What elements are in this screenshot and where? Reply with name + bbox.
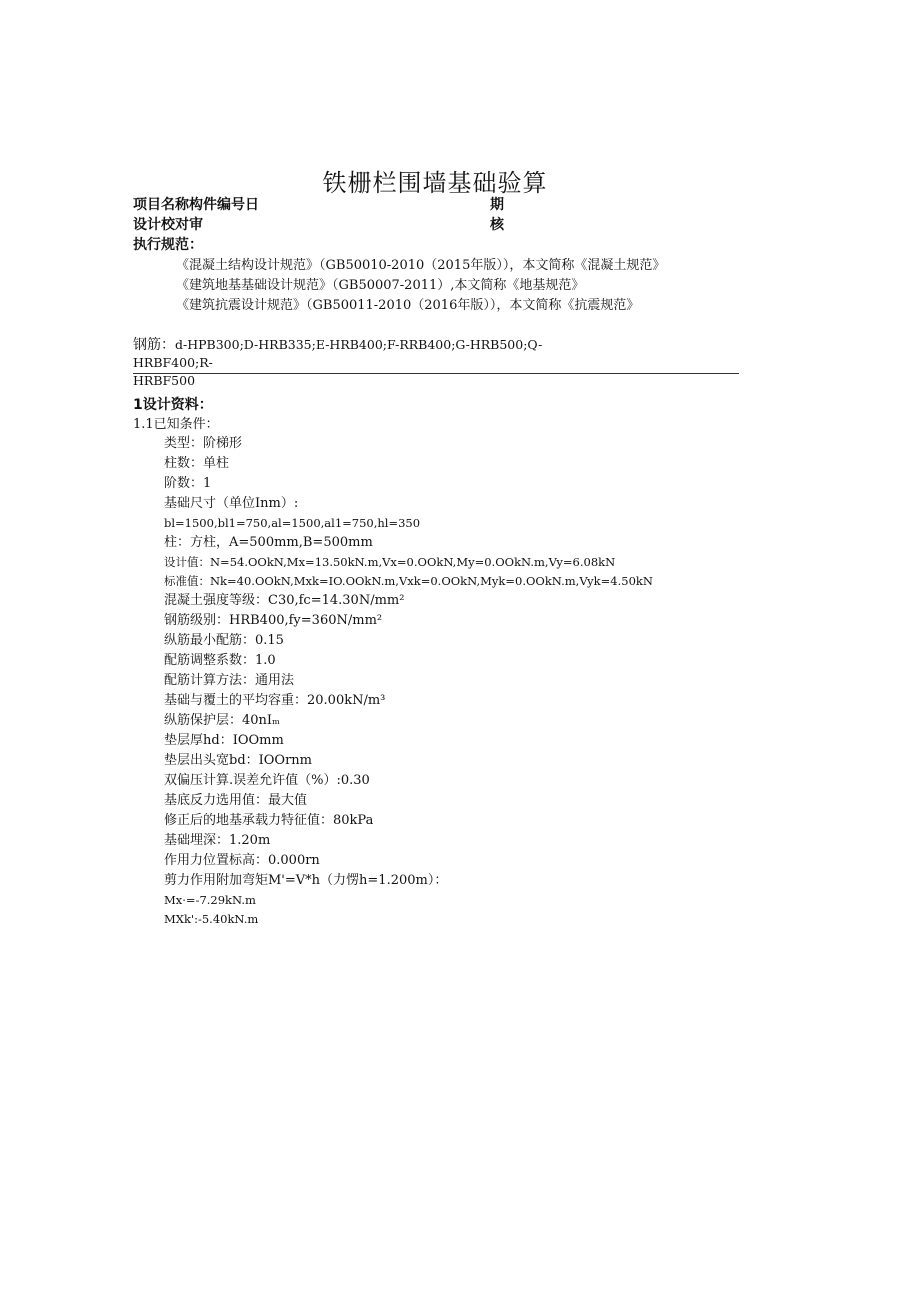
condition-item: 混凝土强度等级：C30,fc=14.30N/mm²: [164, 593, 405, 608]
spec-item: 《混凝土结构设计规范》（GB50010-2010（2015年版）），本文简称《混凝土规范》: [176, 258, 666, 273]
condition-item: 垫层出头宽bd：IOOrnm: [164, 753, 313, 768]
rebar-grades-line2: HRBF500: [133, 373, 196, 388]
condition-item: Mx·=-7.29kN.m: [164, 893, 256, 907]
rebar-grades-line1: d-HPB300;D-HRB335;E-HRB400;F-RRB400;G-HRB500;Q-HRBF400;R-: [133, 337, 543, 370]
condition-item: 垫层厚hd：IOOmm: [164, 733, 284, 748]
conditions-list: [164, 434, 653, 929]
condition-item: 类型：阶梯形: [164, 436, 243, 451]
meta-date-label: 期: [490, 197, 504, 213]
condition-item: 纵筋保护层：40nIₘ: [164, 713, 281, 728]
condition-item: 作用力位置标高：0.000rn: [164, 853, 320, 868]
condition-item: 基础与覆土的平均容重：20.00kN/m³: [164, 693, 386, 708]
spec-item: 《建筑地基基础设计规范》（GB50007-2011）,本文简称《地基规范》: [176, 278, 585, 293]
condition-item: 纵筋最小配筋：0.15: [164, 633, 284, 648]
condition-item: bl=1500,bl1=750,al=1500,al1=750,hl=350: [164, 516, 421, 530]
spec-item: 《建筑抗震设计规范》（GB50011-2010（2016年版）），本文简称《抗震规范》: [176, 298, 640, 313]
condition-item: 基础尺寸（单位Inm）:: [164, 496, 299, 511]
meta-row-project: [133, 195, 504, 215]
rebar-label: 钢筋：: [133, 337, 175, 353]
condition-item: 修正后的地基承载力特征值：80kPa: [164, 813, 374, 828]
spec-list: [176, 256, 665, 316]
section-heading-design-data: 1设计资料：: [133, 397, 213, 413]
condition-item: 剪力作用附加弯矩M'=V*h（力愣h=1.200m）：: [164, 873, 448, 888]
document-title: 铁栅栏围墙基础验算: [322, 169, 548, 197]
spec-heading: 执行规范：: [133, 237, 203, 253]
meta-project-label: 项目名称构件编号日: [133, 197, 259, 213]
condition-item: 阶数：1: [164, 476, 212, 491]
condition-item: 柱数：单柱: [164, 456, 230, 471]
condition-item: MXk':-5.40kN.m: [164, 912, 259, 926]
section-divider: [133, 373, 739, 374]
meta-design-label: 设计校对审: [133, 217, 203, 233]
meta-review-label: 核: [490, 217, 504, 233]
condition-item: 设计值：N=54.OOkN,Mx=13.50kN.m,Vx=0.OOkN,My=0.OOkN.m,Vy=6.08kN: [164, 555, 616, 569]
condition-item: 基础埋深：1.20m: [164, 833, 271, 848]
rebar-legend: [133, 336, 603, 390]
condition-item: 双偏压计算.误差允许值（%）:0.30: [164, 773, 370, 788]
condition-item: 配筋调整系数：1.0: [164, 653, 276, 668]
condition-item: 钢筋级别：HRB400,fy=360N/mm²: [164, 613, 383, 628]
condition-item: 配筋计算方法：通用法: [164, 673, 295, 688]
condition-item: 基底反力选用值：最大值: [164, 793, 308, 808]
condition-item: 柱：方柱，A=500mm,B=500mm: [164, 535, 373, 550]
condition-item: 标准值：Nk=40.OOkN,Mxk=IO.OOkN.m,Vxk=0.OOkN,Myk=0.OOkN.m,Vyk=4.50kN: [164, 574, 653, 588]
meta-row-design: [133, 215, 504, 235]
subsection-heading-known-conditions: 1.1已知条件：: [133, 417, 219, 432]
